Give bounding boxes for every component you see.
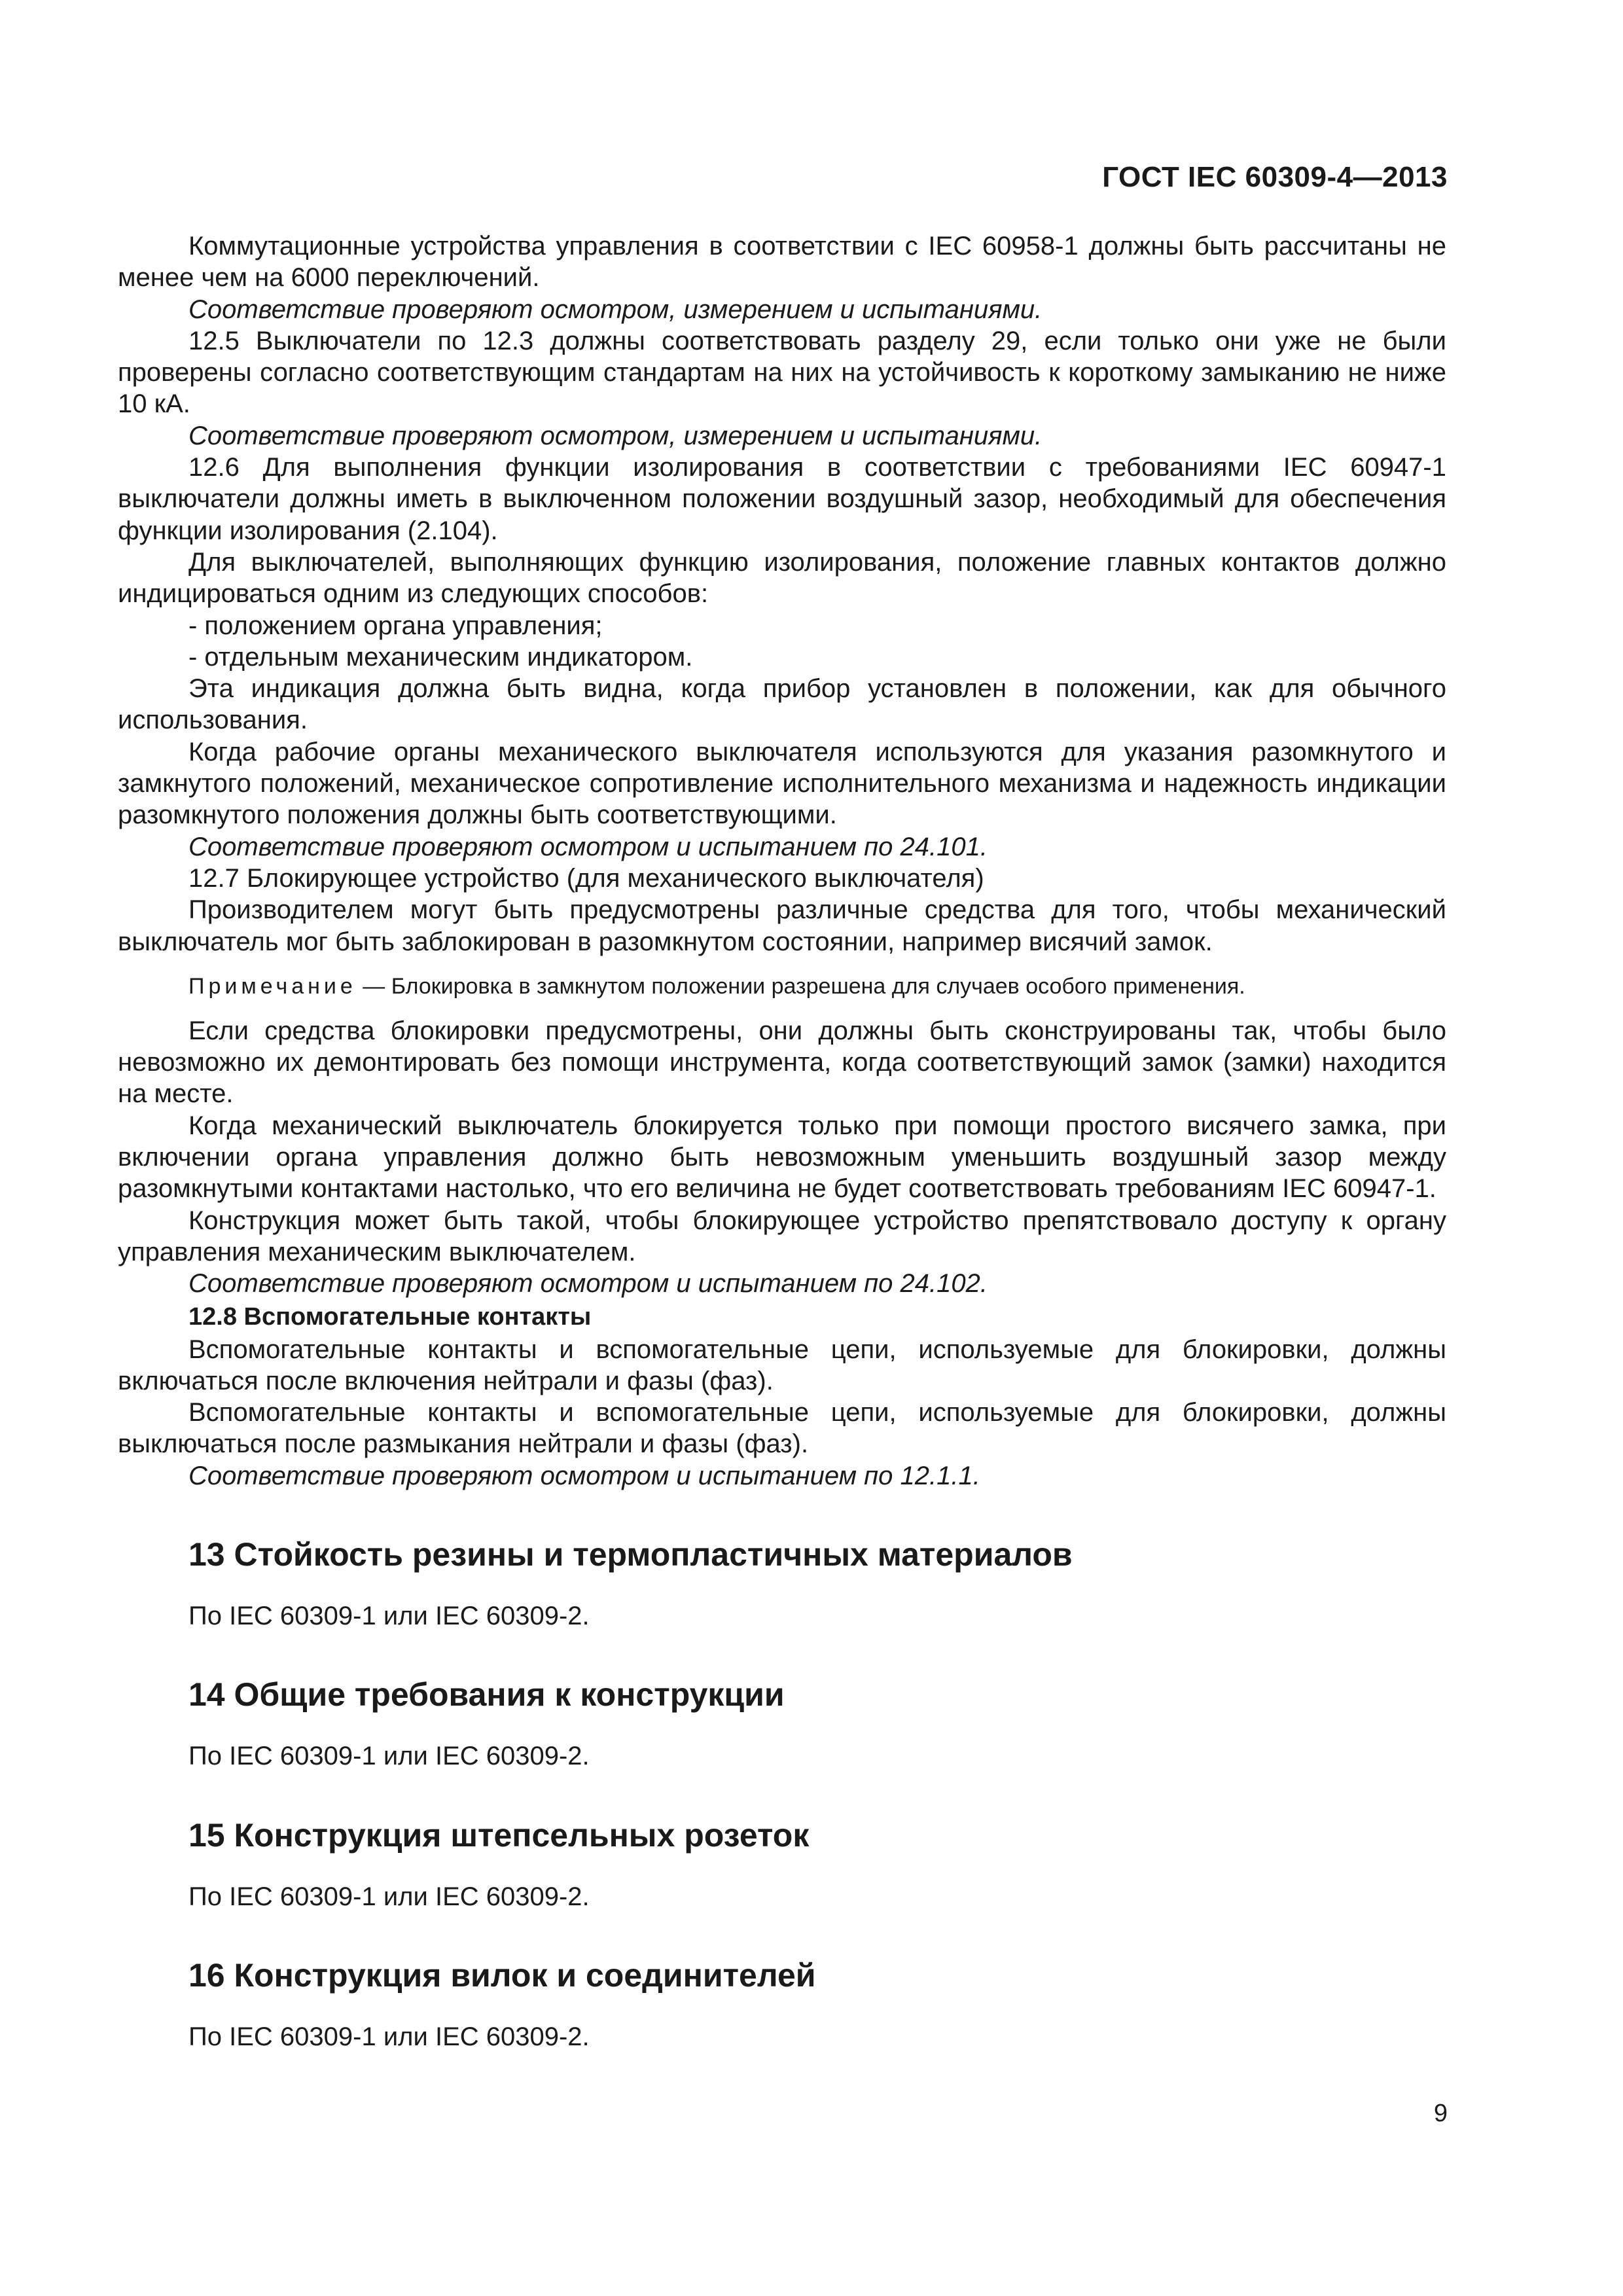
section-reference-text: По IEC 60309-1 или IEC 60309-2.	[188, 1601, 590, 1630]
note-label: Примечание	[188, 973, 357, 999]
section-reference-text: По IEC 60309-1 или IEC 60309-2.	[188, 1882, 590, 1911]
list-item: - отдельным механическим индикатором.	[188, 642, 693, 672]
section-title-13: 13 Стойкость резины и термопластичных материалов	[188, 1535, 1073, 1573]
paragraph: Когда рабочие органы механического выключателя используются для указания разомкнутого и замкнутого положений, механическое сопротивление исполнительного механизма и надежность индикации разомкнутого положения должны быть соответствующими.	[118, 737, 1446, 830]
paragraph: Когда механический выключатель блокируется только при помощи простого висячего замка, при включении органа управления должно быть невозможным уменьшить воздушный зазор между разомкнутыми контактами настолько, что его величина не будет соответствовать требованиям IEC 60947-1.	[118, 1111, 1446, 1204]
section-title-14: 14 Общие требования к конструкции	[188, 1676, 785, 1713]
section-reference-text: По IEC 60309-1 или IEC 60309-2.	[188, 1742, 590, 1771]
paragraph: Производителем могут быть предусмотрены различные средства для того, чтобы механический выключатель мог быть заблокирован в разомкнутом состоянии, например висячий замок.	[118, 895, 1446, 956]
note	[118, 972, 1446, 1001]
conformity-check-paragraph: Соответствие проверяют осмотром и испытанием по 12.1.1.	[188, 1461, 980, 1490]
page-number: 9	[1433, 2100, 1448, 2127]
section-title-16: 16 Конструкция вилок и соединителей	[188, 1956, 816, 1994]
list-item: - положением органа управления;	[188, 611, 603, 640]
conformity-check-paragraph: Соответствие проверяют осмотром, измерением и испытаниями.	[188, 421, 1043, 450]
clause-12-5-paragraph: 12.5 Выключатели по 12.3 должны соответствовать разделу 29, если только они уже не были проверены согласно соответствующим стандартам на них на устойчивость к короткому замыканию не ниже 10 кА.	[118, 326, 1446, 419]
paragraph: Вспомогательные контакты и вспомогательные цепи, используемые для блокировки, должны выключаться после размыкания нейтрали и фазы (фаз).	[118, 1398, 1446, 1459]
section-reference-text: По IEC 60309-1 или IEC 60309-2.	[188, 2022, 590, 2051]
note-text: — Блокировка в замкнутом положении разрешена для случаев особого применения.	[363, 973, 1245, 999]
conformity-check-paragraph: Соответствие проверяют осмотром и испытанием по 24.102.	[188, 1269, 988, 1299]
paragraph: Для выключателей, выполняющих функцию изолирования, положение главных контактов должно индицироваться одним из следующих способов:	[118, 547, 1446, 609]
paragraph: Если средства блокировки предусмотрены, они должны быть сконструированы так, чтобы было невозможно их демонтировать без помощи инструмента, когда соответствующий замок (замки) находится на месте.	[118, 1016, 1446, 1109]
section-title-15: 15 Конструкция штепсельных розеток	[188, 1816, 810, 1854]
paragraph: Вспомогательные контакты и вспомогательные цепи, используемые для блокировки, должны включаться после включения нейтрали и фазы (фаз).	[118, 1335, 1446, 1395]
document-body	[118, 230, 1446, 2053]
paragraph: Конструкция может быть такой, чтобы блокирующее устройство препятствовало доступу к органу управления механическим выключателем.	[118, 1206, 1446, 1266]
paragraph: Эта индикация должна быть видна, когда прибор установлен в положении, как для обычного использования.	[118, 674, 1446, 735]
document-header-id: ГОСТ IEC 60309-4—2013	[1102, 161, 1448, 193]
paragraph: Коммутационные устройства управления в соответствии с IEC 60958-1 должны быть рассчитаны не менее чем на 6000 переключений.	[118, 232, 1446, 293]
subsection-title: 12.8 Вспомогательные контакты	[188, 1302, 592, 1331]
clause-12-7-paragraph: 12.7 Блокирующее устройство (для механического выключателя)	[188, 863, 984, 893]
clause-12-6-paragraph: 12.6 Для выполнения функции изолирования в соответствии с требованиями IEC 60947-1 выключатели должны иметь в выключенном положении воздушный зазор, необходимый для обеспечения функции изолирования (2.104).	[118, 453, 1446, 545]
conformity-check-paragraph: Соответствие проверяют осмотром, измерением и испытаниями.	[188, 295, 1043, 324]
conformity-check-paragraph: Соответствие проверяют осмотром и испытанием по 24.101.	[188, 832, 988, 861]
